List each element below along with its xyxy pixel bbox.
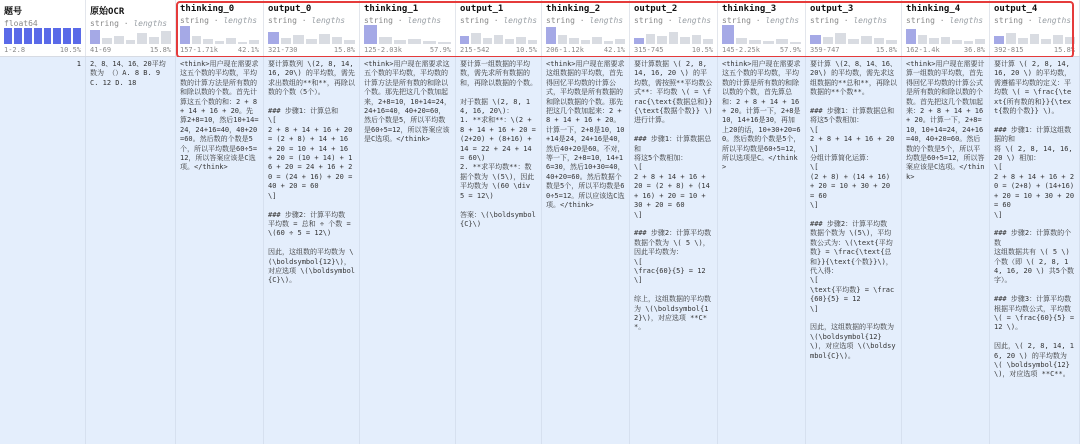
histogram-bar[interactable] [114,36,124,44]
column-range: 145-2.25k 57.9% [722,46,801,54]
histogram-bar[interactable] [749,40,761,44]
histogram-bar[interactable] [569,38,579,44]
column-name: output_3 [810,4,854,14]
cell-thinking-2[interactable]: <think>用户现在需要求这组数据的平均数，首先得回忆平均数的计算公式，平均数是所有数据的和除以数据的个数。那先把这几个数加起来：2 + 8 + 14 + 16 + 20。计算一下，2+8是10，10+14是24，24+16是40，然后40+20是60。不对，等一下，2+8=10，14+16=30，然后10+30=40，40+20=60。然后数据个数是5个，所以平均数是60÷5=12。所以应该选C选项。</think> [542,57,630,444]
histogram-bar[interactable] [886,40,897,44]
cell-thinking-0[interactable]: <think>用户现在需要求这五个数的平均数，平均数的计算方法是所有数的和除以数的个数。首先计算这五个数的和：2 + 8 + 14 + 16 + 20。先算2+8=10，然后10+14=24，24+16=40，40+20=60。然后数的个数是5个，所以平均数是60÷5=12，所以答案应该是C选项。</think> [176,57,264,444]
cell-output-1[interactable]: 要计算一组数据的平均数，需先求所有数据的和，再除以数据的个数。 对于数据 \(2, 8, 14, 16, 20\)： 1. **求和**：\(2 + 8 + 14 + 16 + 20 = (2+20) + (8+16) + 14 = 22 + 24 + 14 = 60\) 2. **求平均数**：数据个数为 \(5\)，因此平均数为 \(60 \div 5 = 12\) 答案：\(\boldsymbol{C}\) [456,57,542,444]
cell-thinking-3[interactable]: <think>用户现在需要求这五个数的平均数，平均数的计算是所有数的和除以数的个数，首先算总和：2 + 8 + 14 + 16 + 20。计算一下，2+8是10，14+16是30，再加上20的话，10+30+20=60。然后数的个数是5个，所以平均数是60÷5=12，所以选项是C。</think> [718,57,806,444]
histogram-bar[interactable] [604,41,614,44]
column-histogram [90,24,171,44]
column-name: thinking_0 [180,4,235,14]
histogram-bar[interactable] [835,33,846,44]
histogram-bar[interactable] [379,37,392,44]
histogram-bar[interactable] [137,33,147,44]
column-range: 359-747 15.8% [810,46,897,54]
histogram-bar[interactable] [494,35,503,44]
column-header-thinking-0[interactable] [176,0,264,56]
histogram-bar[interactable] [238,42,248,44]
column-type: string · lengths [268,16,346,25]
histogram-bar[interactable] [952,40,962,44]
column-range: 215-542 10.5% [460,46,537,54]
histogram-bar[interactable] [1030,34,1040,44]
histogram-bar[interactable] [505,39,514,44]
histogram-bar[interactable] [874,38,885,44]
histogram-bar[interactable] [1065,37,1075,44]
column-histogram [4,24,81,44]
column-header-output-3[interactable] [806,0,902,56]
histogram-bar[interactable] [929,38,939,44]
column-histogram [994,24,1075,44]
column-histogram [810,24,897,44]
column-header-thinking-4[interactable] [902,0,990,56]
cell-id[interactable]: 1 [0,57,86,444]
histogram-bar[interactable] [364,25,377,44]
histogram-bar[interactable] [394,40,407,44]
column-histogram [546,24,625,44]
histogram-bar[interactable] [44,28,52,44]
histogram-bar[interactable] [126,40,136,44]
table-row[interactable] [0,57,1080,444]
histogram-bar[interactable] [471,33,480,44]
column-range: 41-69 15.8% [90,46,171,54]
histogram-bar[interactable] [4,28,12,44]
histogram-bar[interactable] [268,32,279,44]
column-range: 321-730 15.8% [268,46,355,54]
histogram-bar[interactable] [516,37,525,44]
column-type: string · lengths [810,16,888,25]
histogram-bar[interactable] [1041,39,1051,44]
histogram-bar[interactable] [90,30,100,44]
histogram-bar[interactable] [975,39,985,44]
column-type: string · lengths [460,16,537,25]
histogram-bar[interactable] [226,38,236,44]
column-name: thinking_1 [364,4,419,14]
histogram-bar[interactable] [102,38,112,44]
histogram-bar[interactable] [528,40,537,44]
column-histogram [460,24,537,44]
histogram-bar[interactable] [306,39,317,44]
table-header-row [0,0,1080,57]
histogram-bar[interactable] [634,38,644,44]
histogram-bar[interactable] [73,28,81,44]
histogram-bar[interactable] [53,28,61,44]
cell-ocr[interactable]: 2、8、14、16、20平均数为 （）A. 8 B. 9 C. 12 D. 18 [86,57,176,444]
column-type: string · lengths [722,16,800,25]
column-header-output-4[interactable] [990,0,1080,56]
histogram-bar[interactable] [192,36,202,44]
histogram-bar[interactable] [906,29,916,44]
column-histogram [364,24,451,44]
histogram-bar[interactable] [281,38,292,44]
histogram-bar[interactable] [776,39,788,44]
histogram-bar[interactable] [63,28,71,44]
column-type: string · lengths [906,16,984,25]
histogram-bar[interactable] [592,37,602,44]
cell-thinking-4[interactable]: <think>用户现在需要计算一组数的平均数，首先得回忆平均数的计算公式是所有数的和除以数的个数。首先把这几个数加起来：2 + 8 + 14 + 16 + 20。计算一下，2+8=10，10+14=24，24+16=40，40+20=60。然后数的个数是5个，所以平均数是60÷5=12，所以答案应该是C选项。</think> [902,57,990,444]
column-header-ocr[interactable] [86,0,176,56]
column-header-thinking-1[interactable] [360,0,456,56]
histogram-bar[interactable] [438,42,451,44]
cell-output-4[interactable]: 要计算 \( 2, 8, 14, 16, 20 \) 的平均数，需遵循平均数的定义：平均数 \( = \frac{\text{所有数的和}}{\text{数的个数}} \)。 ### 步骤1：计算这组数据的和 将 \( 2, 8, 14, 16, 20 \) 相加： \[ 2 + 8 + 14 + 16 + 20 = (2+8) + (14+16) + 20 = 10 + 30 + 20 = 60 \] ### 步骤2：计算数的个数 这组数据共有 \( 5 \) 个数（即 \( 2, 8, 14, 16, 20 \) 共5个数字）。 ### 步骤3：计算平均数 根据平均数公式，平均数 \( = \frac{60}{5} = 12 \)。 因此，\( 2, 8, 14, 16, 20 \) 的平均数为 \( \boldsymbol{12} \)，对应选项 **C**。 [990,57,1080,444]
histogram-bar[interactable] [763,41,775,44]
cell-output-0[interactable]: 要计算数列 \(2, 8, 14, 16, 20\) 的平均数，需先求出数组的**和**，再除以数的个数（5个）。 ### 步骤1：计算总和 \[ 2 + 8 + 14 + 16 + 20 = (2 + 8) + 14 + 16 + 20 = 10 + 14 + 16 + 20 = (10 + 14) + 16 + 20 = 24 + 16 + 20 = (24 + 16) + 20 = 40 + 20 = 60 \] ### 步骤2：计算平均数 平均数 = 总和 ÷ 个数 = \(60 ÷ 5 = 12\) 因此，这组数的平均数为 \(\boldsymbol{12}\)，对应选项 \(\boldsymbol{C}\)。 [264,57,360,444]
histogram-bar[interactable] [615,39,625,44]
column-range: 125-2.03k 57.9% [364,46,451,54]
histogram-bar[interactable] [861,36,872,44]
column-type: string · lengths [994,16,1072,25]
histogram-bar[interactable] [203,39,213,44]
histogram-bar[interactable] [24,28,32,44]
column-range: 206-1.12k 42.1% [546,46,625,54]
column-range: 392-815 15.8% [994,46,1075,54]
column-name: thinking_2 [546,4,601,14]
column-type: string · lengths [180,16,258,25]
column-name: output_1 [460,4,504,14]
column-header-output-2[interactable] [630,0,718,56]
histogram-bar[interactable] [180,26,190,44]
column-histogram [268,24,355,44]
column-header-thinking-2[interactable] [542,0,630,56]
column-header-thinking-3[interactable] [718,0,806,56]
column-type: string · lengths [546,16,624,25]
column-name: output_2 [634,4,678,14]
histogram-bar[interactable] [546,27,556,44]
histogram-bar[interactable] [319,34,330,44]
column-range: 157-1.71k 42.1% [180,46,259,54]
column-histogram [634,24,713,44]
column-name: 原始OCR [90,7,125,17]
column-type: float64 [4,19,38,28]
histogram-bar[interactable] [34,28,42,44]
column-name: output_0 [268,4,312,14]
histogram-bar[interactable] [810,35,821,44]
histogram-bar[interactable] [657,36,667,44]
histogram-bar[interactable] [692,35,702,44]
column-histogram [180,24,259,44]
histogram-bar[interactable] [722,25,734,44]
histogram-bar[interactable] [1006,33,1016,44]
histogram-bar[interactable] [790,42,802,44]
histogram-bar[interactable] [332,37,343,44]
column-histogram [906,24,985,44]
histogram-bar[interactable] [1018,38,1028,44]
histogram-bar[interactable] [408,39,421,44]
histogram-bar[interactable] [423,41,436,44]
histogram-bar[interactable] [293,35,304,44]
histogram-bar[interactable] [994,36,1004,44]
histogram-bar[interactable] [344,40,355,44]
histogram-bar[interactable] [249,40,259,44]
histogram-bar[interactable] [558,35,568,44]
histogram-bar[interactable] [848,39,859,44]
cell-output-3[interactable]: 要计算 \(2、8、14、16、20\) 的平均数，需先求这组数据的**总和**，再除以数据的**个数**。 ### 步骤1：计算数据总和 将这5个数相加： \[ 2 + 8 + 14 + 16 + 20 \] 分组计算简化运算： \[ (2 + 8) + (14 + 16) + 20 = 10 + 30 + 20 = 60 \] ### 步骤2：计算平均数 数据个数为 \(5\)，平均数公式为：\(\text{平均数} = \frac{\text{总和}}{\text{个数}}\)，代入得： \[ \text{平均数} = \frac{60}{5} = 12 \] 因此，这组数据的平均数为 \(\boldsymbol{12}\)，对应选项 \(\boldsymbol{C}\)。 [806,57,902,444]
histogram-bar[interactable] [680,37,690,44]
histogram-bar[interactable] [149,37,159,44]
column-type: string · lengths [90,19,168,28]
histogram-bar[interactable] [669,32,679,44]
column-name: thinking_4 [906,4,961,14]
histogram-bar[interactable] [703,39,713,44]
cell-thinking-1[interactable]: <think>用户现在需要求这五个数的平均数，平均数的计算方法是所有数的和除以个数。那先把这几个数加起来，2+8=10，10+14=24，24+16=40，40+20=60，然后个数是5，所以平均数是60÷5=12，所以答案应该是C选项。</think> [360,57,456,444]
histogram-bar[interactable] [161,31,171,44]
column-histogram [722,24,801,44]
histogram-bar[interactable] [941,37,951,44]
histogram-bar[interactable] [581,40,591,44]
histogram-bar[interactable] [964,41,974,44]
column-range: 162-1.4k 36.8% [906,46,985,54]
column-header-id[interactable] [0,0,86,56]
histogram-bar[interactable] [646,34,656,44]
histogram-bar[interactable] [460,36,469,44]
histogram-bar[interactable] [918,35,928,44]
column-header-output-0[interactable] [264,0,360,56]
histogram-bar[interactable] [1053,35,1063,44]
histogram-bar[interactable] [14,28,22,44]
column-name: output_4 [994,4,1038,14]
histogram-bar[interactable] [215,41,225,44]
column-type: string · lengths [634,16,712,25]
column-range: 315-745 10.5% [634,46,713,54]
histogram-bar[interactable] [736,38,748,44]
column-name: 题号 [4,7,23,17]
column-range: 1-2.8 10.5% [4,46,81,54]
column-type: string · lengths [364,16,442,25]
histogram-bar[interactable] [483,38,492,44]
cell-output-2[interactable]: 要计算数据 \( 2, 8, 14, 16, 20 \) 的平均数，需按照**平均数公式**：平均数 \( = \frac{\text{数据总和}}{\text{数据个数}} \) 进行计算。 ### 步骤1：计算数据总和 将这5个数相加： \[ 2 + 8 + 14 + 16 + 20 = (2 + 8) + (14 + 16) + 20 = 10 + 30 + 20 = 60 \] ### 步骤2：计算平均数 数据个数为 \( 5 \)，因此平均数为： \[ \frac{60}{5} = 12 \] 综上，这组数据的平均数为 \(\boldsymbol{12}\)，对应选项 **C**。 [630,57,718,444]
column-name: thinking_3 [722,4,777,14]
column-header-output-1[interactable] [456,0,542,56]
histogram-bar[interactable] [823,37,834,44]
